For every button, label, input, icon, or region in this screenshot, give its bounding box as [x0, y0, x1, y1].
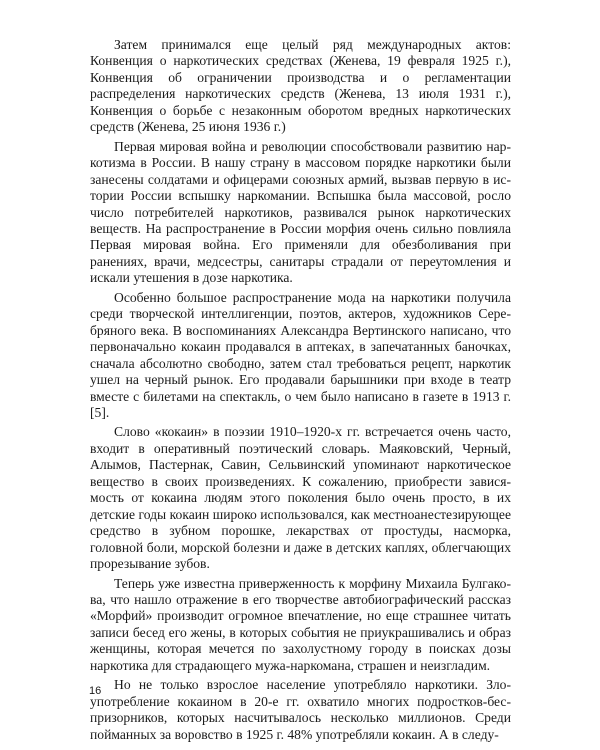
paragraph-2: Первая мировая война и революции способствовали развитию наркотизма в России. В нашу страну в массовом порядке наркотики были занесены солдатами и офицерами союзных армий, вызвав первую в истории России вспышку наркомании. Вспышка была массовой, росло число потребителей наркотиков, развивался рынок наркотических веществ. На распространение в России морфия очень сильно повлияла Первая мировая война. Его применяли для обезболивания при ранениях, врачи, медсестры, санитары страдали от переутомления и искали утешения в дозе наркотика.: [90, 138, 511, 286]
paragraph-3: Особенно большое распространение мода на наркотики получила среди творческой интеллигенции, поэтов, актеров, художников Серебряного века. В воспоминаниях Александра Вертинского написано, что первоначально кокаин продавался в аптеках, в запечатанных баночках, сначала абсолютно свободно, затем стал требоваться рецепт, наркотик ушел на черный рынок. Его продавали барышники при входе в театр вместе с билетами на спектакль, о чем было написано в газете в 1913 г. [5].: [90, 289, 511, 420]
body-text: [90, 37, 511, 746]
paragraph-4: Слово «кокаин» в поэзии 1910–1920-х гг. встречается очень часто, входит в оперативный поэтический словарь. Маяковский, Черный, Алымов, Пастернак, Савин, Сельвинский упоминают наркотическое вещество в своих произведениях. К сожалению, приобрести зависямость от кокаина людям этого поколения было очень просто, в их детские годы кокаин широко использовался, как местноанестезирующее средство в зубном порошке, лекарствах от простуды, насморка, головной боли, морской болезни и даже в детских каплях, облегчающих прорезывание зубов.: [90, 424, 511, 572]
paragraph-1: Затем принимался еще целый ряд международных актов: Конвенция о наркотических средствах (Женева, 19 февраля 1925 г.), Конвенция об ограничении производства и о регламентации распределения наркотических средств (Женева, 13 июля 1931 г.), Конвенция о борьбе с незаконным оборотом вредных наркотических средств (Женева, 25 июня 1936 г.): [90, 37, 511, 135]
paragraph-5: Теперь уже известна приверженность к морфину Михаила Булгакова, что нашло отражение в его творчестве автобиографический рассказ «Морфий» производит огромное впечатление, но еще страшнее читать записи бесед его жены, в которых события не приукрашивались и образ женщины, которая мечется по захолустному городу в поисках дозы наркотика для страдающего мужа-наркомана, страшен и неизгладим.: [90, 575, 511, 673]
page-number: 16: [89, 685, 102, 697]
paragraph-6: Но не только взрослое население употребляло наркотики. Злоупотребление кокаином в 20-е гг. охватило многих подростков-беспризорников, которых насчитывалось несколько миллионов. Среди пойманных за воровство в 1925 г. 48% употребляли кокаин. А в следу-: [90, 677, 511, 742]
